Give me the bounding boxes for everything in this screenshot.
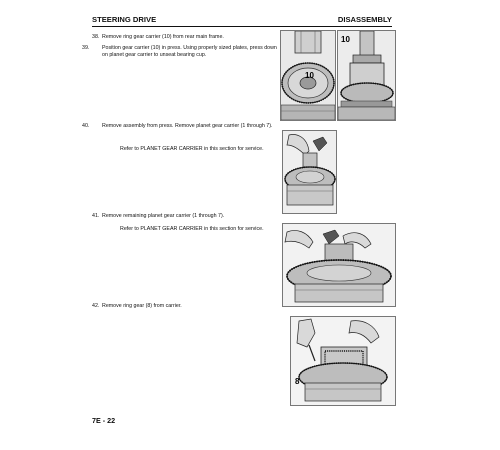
callout-10: 10: [341, 35, 350, 44]
page-header: [92, 14, 392, 27]
callout-8: 8: [295, 377, 300, 386]
page-title: DISASSEMBLY: [337, 15, 392, 24]
step-number: 41.: [92, 213, 100, 219]
step-number: 38.: [92, 34, 100, 40]
step-38: [92, 34, 270, 41]
step-number: 42.: [92, 303, 100, 309]
step-text: Remove ring gear carrier (10) from rear main frame.: [102, 34, 224, 40]
step-40: [82, 123, 280, 130]
callout-10: 10: [305, 71, 314, 80]
figure-press-carrier: [280, 30, 336, 121]
step-text: Remove assembly from press. Remove planet gear carrier (1 through 7).: [102, 123, 273, 129]
step-text: Remove ring gear (8) from carrier.: [102, 303, 182, 309]
step-41: [92, 213, 270, 220]
figure-remove-planet-carrier: [282, 130, 337, 214]
figure-remaining-planet-carrier: [282, 223, 396, 307]
step-42: [92, 303, 270, 310]
section-title: STEERING DRIVE: [92, 15, 157, 24]
step-40-note: Refer to PLANET GEAR CARRIER in this section for service.: [120, 146, 264, 152]
step-41-note: Refer to PLANET GEAR CARRIER in this section for service.: [120, 226, 264, 232]
remaining-planet-carrier-illustration: [283, 224, 395, 306]
step-number: 40.: [82, 123, 90, 129]
step-text: Remove remaining planet gear carrier (1 through 7).: [102, 213, 225, 219]
figure-press-plates: [337, 30, 396, 121]
press-plates-illustration: [338, 31, 395, 120]
page-number: 7E - 22: [92, 416, 116, 425]
step-number: 39.: [82, 45, 90, 51]
remove-planet-carrier-illustration: [283, 131, 336, 213]
step-text: Position gear carrier (10) in press. Using properly sized plates, press down on planet gear carrier to unseat bearing cup.: [102, 45, 277, 58]
figure-remove-ring-gear: [290, 316, 396, 406]
remove-ring-gear-illustration: [291, 317, 395, 405]
step-39: [82, 45, 282, 59]
